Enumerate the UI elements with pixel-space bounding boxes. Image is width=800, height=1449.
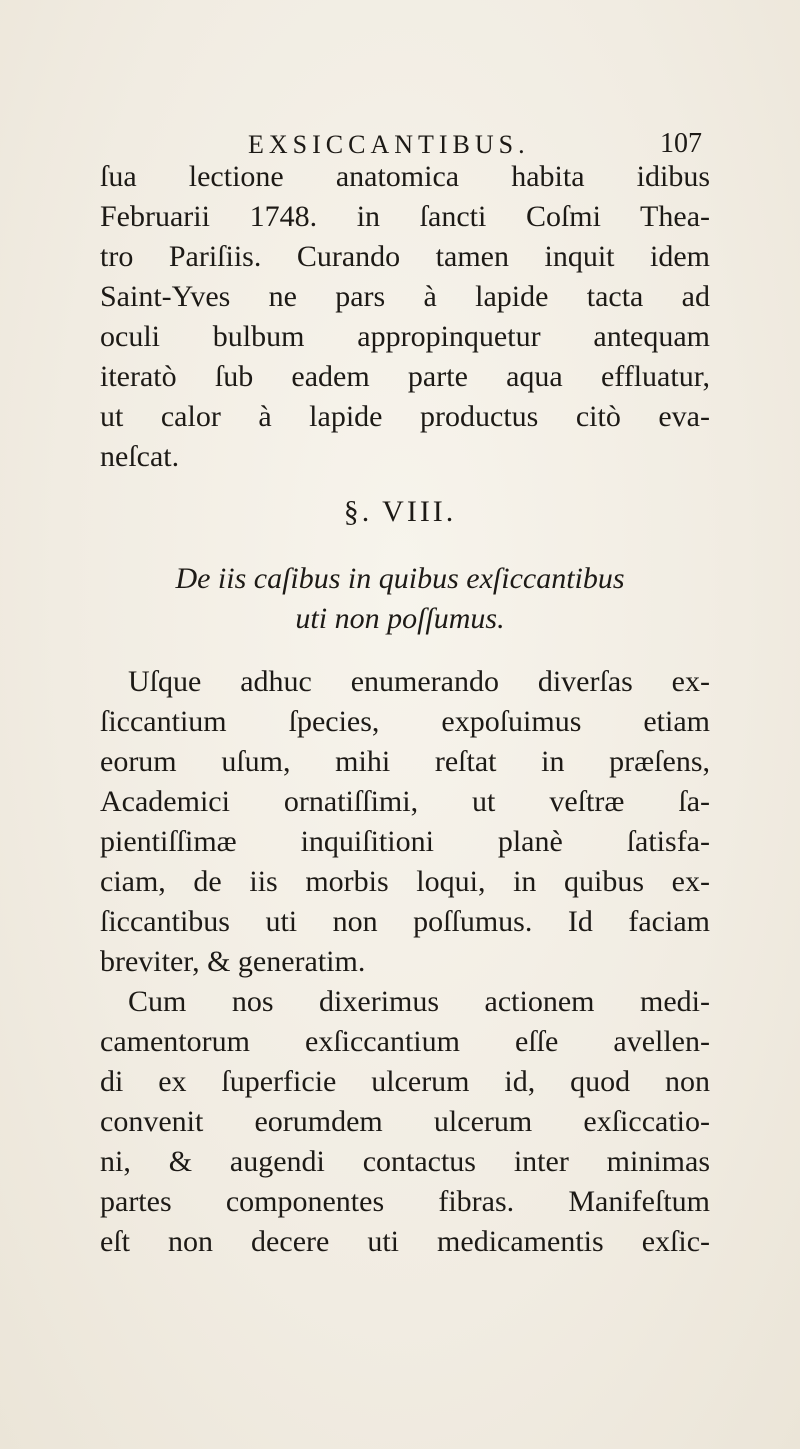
text-line: Academici ornatiſſimi, ut veſtræ ſa- (100, 785, 710, 818)
text-line: ni, & augendi contactus inter minimas (100, 1145, 710, 1178)
text-line: tro Pariſiis. Curando tamen inquit idem (100, 240, 710, 273)
section-title-line: De iis caſibus in quibus exſiccantibus (175, 562, 625, 595)
text-line: Saint-Yves ne pars à lapide tacta ad (100, 280, 710, 313)
page-number: 107 (660, 128, 702, 159)
text-line: partes componentes fibras. Manifeſtum (100, 1185, 710, 1218)
text-line: neſcat. (100, 440, 180, 473)
running-head: EXSICCANTIBUS. (248, 130, 530, 159)
text-line: convenit eorumdem ulcerum exſiccatio- (100, 1105, 710, 1138)
text-line: pientiſſimæ inquiſitioni planè ſatisfa- (100, 825, 710, 858)
text-line: oculi bulbum appropinquetur antequam (100, 320, 710, 353)
text-line: iteratò ſub eadem parte aqua effluatur, (100, 360, 710, 393)
text-line: Cum nos dixerimus actionem medi- (128, 985, 710, 1018)
text-line: ſiccantium ſpecies, expoſuimus etiam (100, 705, 710, 738)
text-line: Uſque adhuc enumerando diverſas ex- (128, 665, 710, 698)
text-line: ſua lectione anatomica habita idibus (100, 160, 710, 193)
text-line: camentorum exſiccantium eſſe avellen- (100, 1025, 710, 1058)
section-number: §. VIII. (343, 495, 457, 528)
text-line: di ex ſuperficie ulcerum id, quod non (100, 1065, 710, 1098)
text-line: ut calor à lapide productus citò eva- (100, 400, 710, 433)
text-line: eſt non decere uti medicamentis exſic- (100, 1225, 710, 1258)
text-line: ſiccantibus uti non poſſumus. Id faciam (100, 905, 710, 938)
text-line: breviter, & generatim. (100, 945, 366, 978)
text-line: eorum uſum, mihi reſtat in præſens, (100, 745, 710, 778)
section-title-line: uti non poſſumus. (295, 602, 505, 635)
text-line: ciam, de iis morbis loqui, in quibus ex- (100, 865, 710, 898)
text-line: Februarii 1748. in ſancti Coſmi Thea- (100, 200, 710, 233)
